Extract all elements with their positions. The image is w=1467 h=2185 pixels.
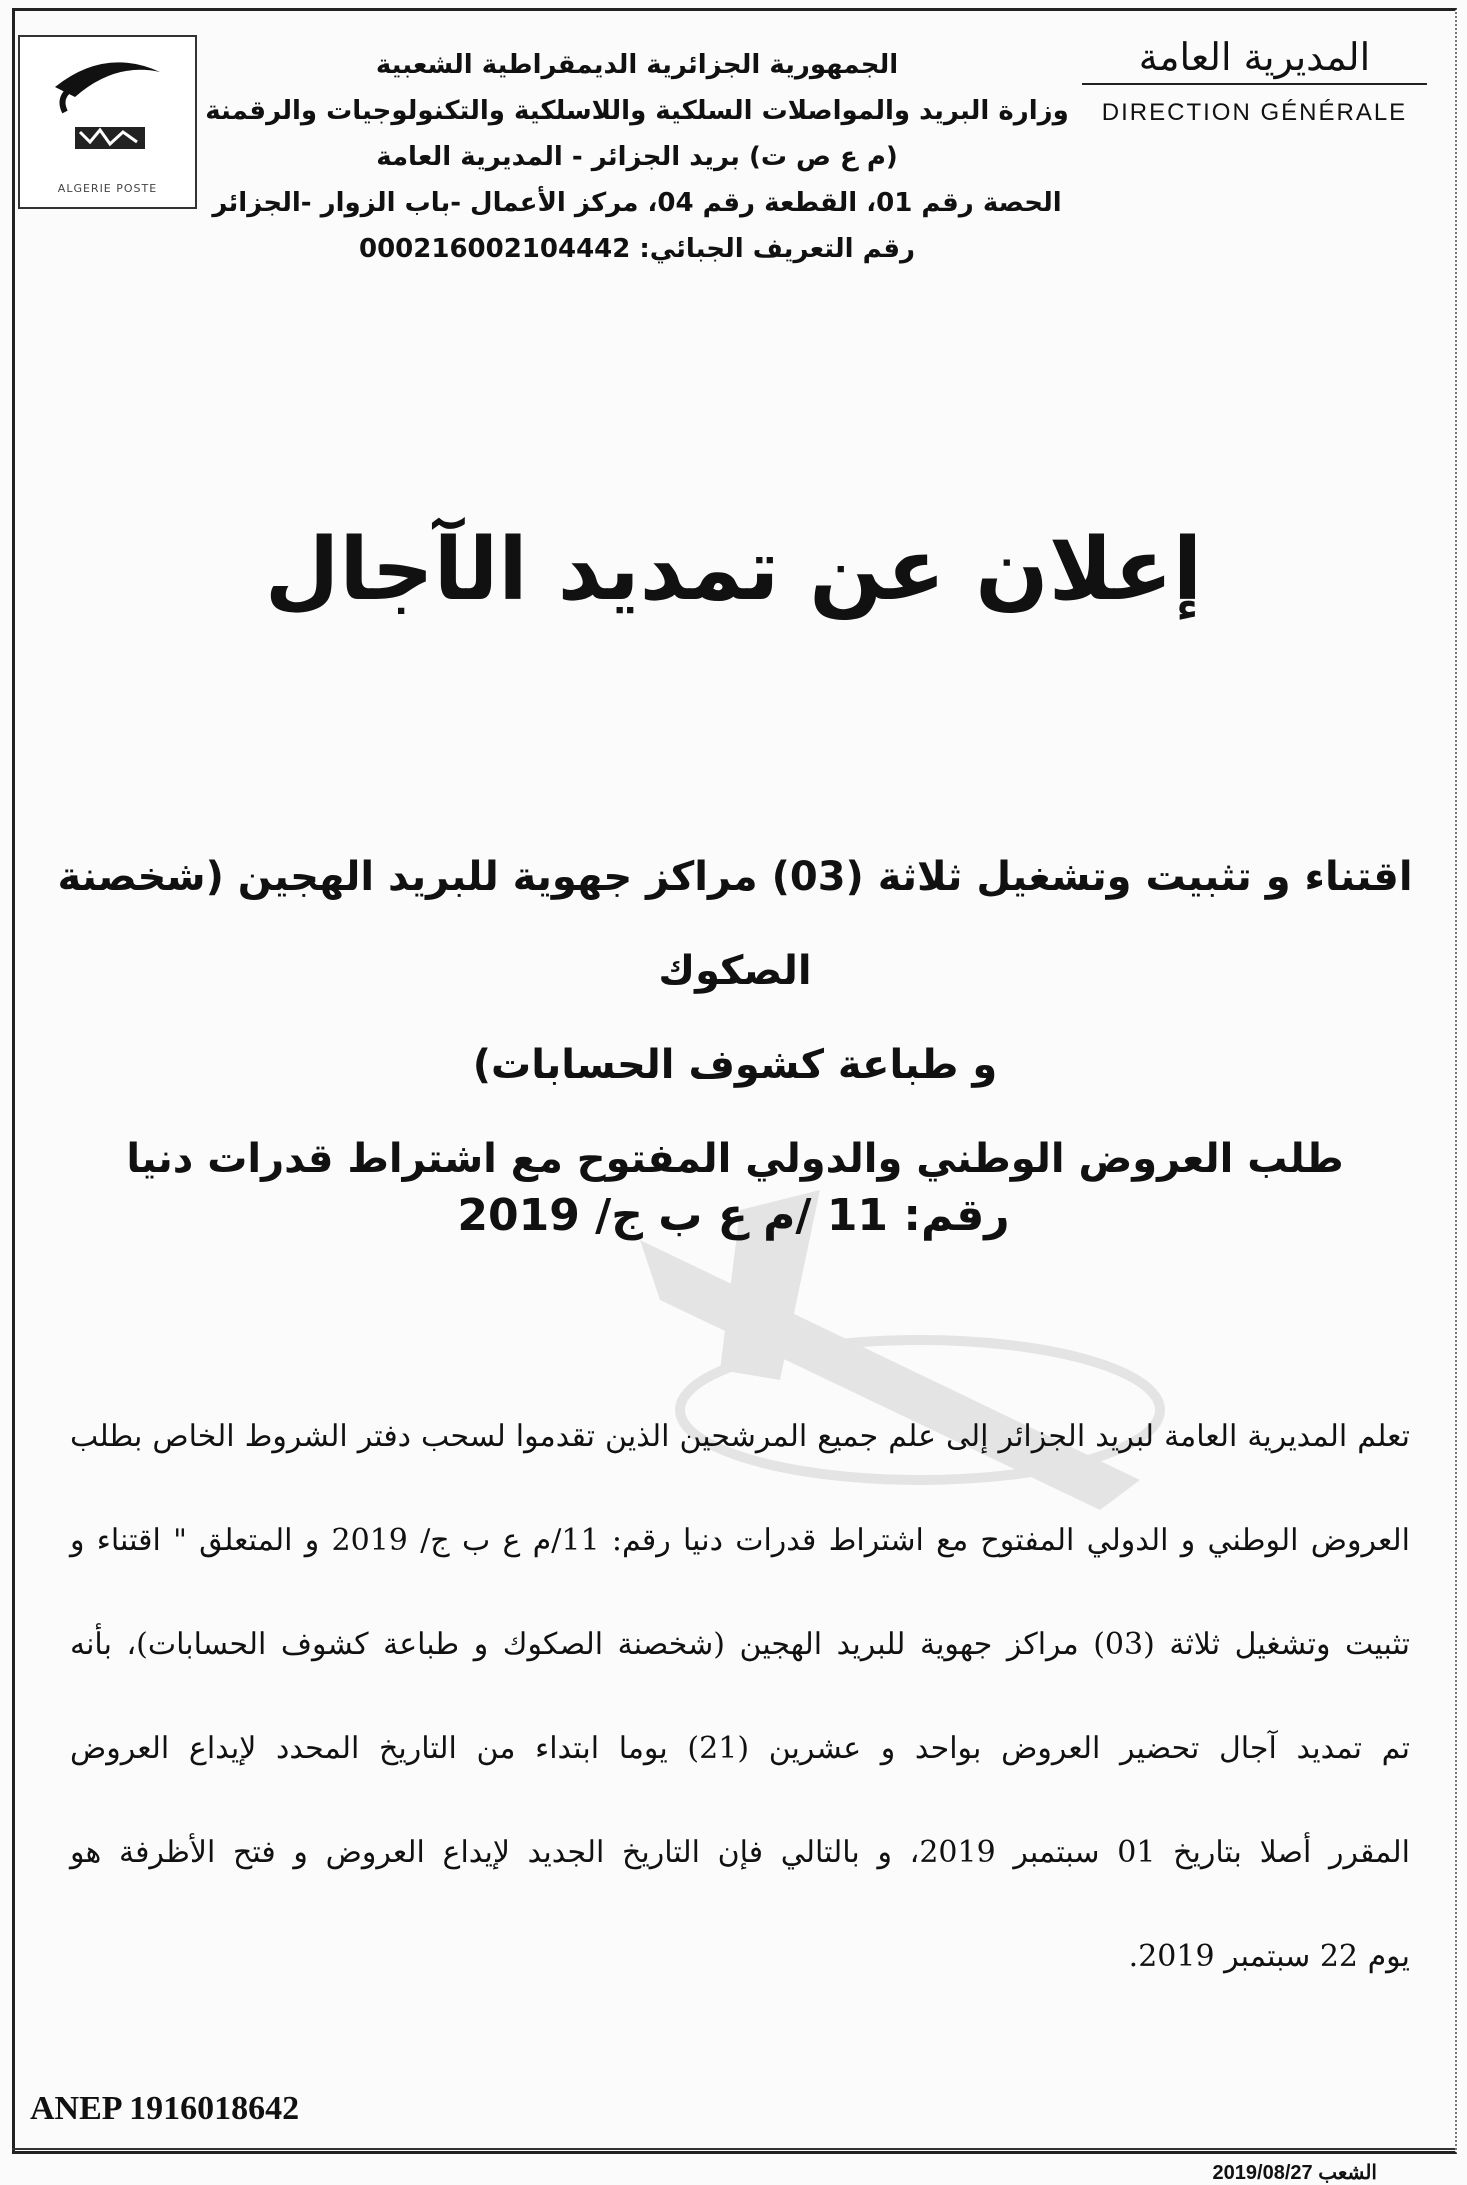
algerie-poste-logo [18, 35, 197, 209]
body-line-1: تعلم المديرية العامة لبريد الجزائر إلى علم جميع المرشحين الذين تقدموا لسحب دفتر الشروط الخاص بطلب [70, 1419, 1410, 1454]
logo-icon [45, 52, 170, 172]
dg-arabic: المديرية العامة [1082, 35, 1427, 85]
reference-number: رقم: 11 /م ع ب ج/ 2019 [457, 1190, 1010, 1241]
header-block [197, 42, 1077, 272]
body-line-5: المقرر أصلا بتاريخ 01 سبتمبر 2019، و بالتالي فإن التاريخ الجديد لإيداع العروض و فتح الأظرفة هو [70, 1835, 1411, 1870]
footer-divider [12, 2148, 1455, 2150]
dg-french: DIRECTION GÉNÉRALE [1101, 99, 1408, 126]
subject-line-2: و طباعة كشوف الحسابات) [472, 1042, 998, 1088]
body-paragraph [70, 1385, 1410, 2009]
body-line-6: يوم 22 سبتمبر 2019. [1128, 1939, 1410, 1974]
subject-line-1: اقتناء و تثبيت وتشغيل ثلاثة (03) مراكز جهوية للبريد الهجين (شخصنة الصكوك [57, 854, 1413, 994]
subject-line-3: طلب العروض الوطني والدولي المفتوح مع اشتراط قدرات دنيا [126, 1136, 1344, 1182]
header-line-republic: الجمهورية الجزائرية الديمقراطية الشعبية [375, 50, 899, 80]
body-line-4: تم تمديد آجال تحضير العروض بواحد و عشرين (21) يوما ابتداء من التاريخ المحدد لإيداع العروض [70, 1731, 1410, 1766]
logo-caption: ALGERIE POSTE [57, 182, 158, 195]
body-line-3: تثبيت وتشغيل ثلاثة (03) مراكز جهوية للبريد الهجين (شخصنة الصكوك و طباعة كشوف الحسابات)، بأنه [70, 1627, 1410, 1662]
header-line-address: الحصة رقم 01، القطعة رقم 04، مركز الأعمال -باب الزوار -الجزائر [212, 188, 1062, 218]
body-line-2: العروض الوطني و الدولي المفتوح مع اشتراط قدرات دنيا رقم: 11/م ع ب ج/ 2019 و المتعلق " اقتناء و [70, 1523, 1410, 1558]
announcement-title: إعلان عن تمديد الآجال [264, 520, 1203, 620]
direction-generale [1082, 35, 1427, 127]
header-line-ministry: وزارة البريد والمواصلات السلكية واللاسلكية والتكنولوجيات والرقمنة [205, 96, 1069, 126]
header-line-tax-id: رقم التعريف الجبائي: 000216002104442 [358, 234, 916, 264]
anep-number: ANEP 1916018642 [30, 2090, 300, 2127]
subject-block [40, 830, 1430, 1206]
footer-date: الشعب 2019/08/27 [1212, 2162, 1377, 2184]
header-line-post: (م ع ص ت) بريد الجزائر - المديرية العامة [376, 142, 898, 172]
